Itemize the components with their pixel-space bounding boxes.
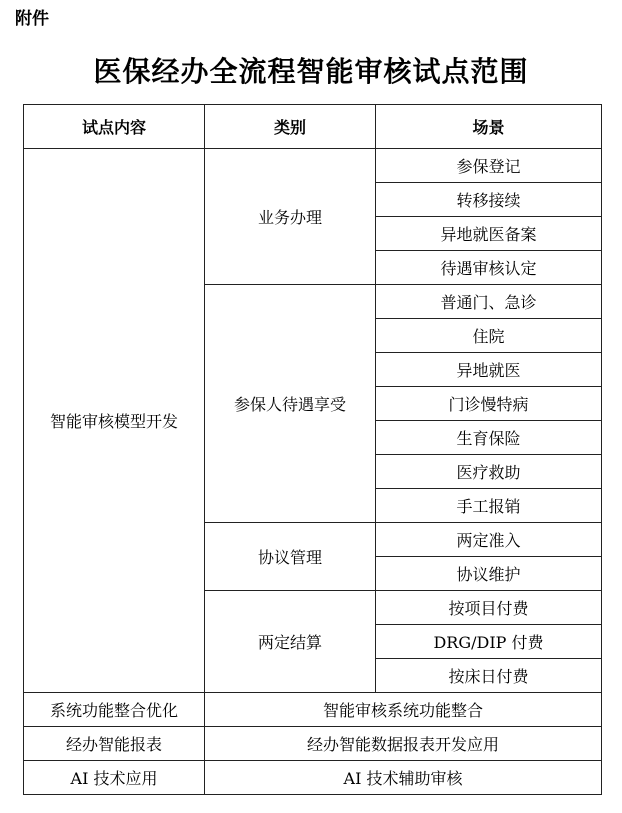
content-cell: 经办智能报表 bbox=[24, 727, 205, 761]
content-cell: 智能审核模型开发 bbox=[24, 149, 205, 693]
scene-cell: 异地就医备案 bbox=[376, 217, 602, 251]
category-cell: 参保人待遇享受 bbox=[205, 285, 376, 523]
category-cell: 两定结算 bbox=[205, 591, 376, 693]
scene-cell: DRG/DIP 付费 bbox=[376, 625, 602, 659]
content-cell: AI 技术应用 bbox=[24, 761, 205, 795]
category-cell: 协议管理 bbox=[205, 523, 376, 591]
scene-cell: 普通门、急诊 bbox=[376, 285, 602, 319]
scene-cell: 待遇审核认定 bbox=[376, 251, 602, 285]
scene-cell: 手工报销 bbox=[376, 489, 602, 523]
header-content: 试点内容 bbox=[24, 105, 205, 149]
document-title: 医保经办全流程智能审核试点范围 bbox=[93, 55, 529, 88]
scene-cell: 住院 bbox=[376, 319, 602, 353]
scene-cell: 经办智能数据报表开发应用 bbox=[205, 727, 602, 761]
scene-cell: 转移接续 bbox=[376, 183, 602, 217]
scene-cell: 智能审核系统功能整合 bbox=[205, 693, 602, 727]
scene-cell: 门诊慢特病 bbox=[376, 387, 602, 421]
header-scene: 场景 bbox=[376, 105, 602, 149]
scene-cell: 生育保险 bbox=[376, 421, 602, 455]
scene-cell: 协议维护 bbox=[376, 557, 602, 591]
scene-cell: 两定准入 bbox=[376, 523, 602, 557]
header-category: 类别 bbox=[205, 105, 376, 149]
content-cell: 系统功能整合优化 bbox=[24, 693, 205, 727]
scene-cell: 按项目付费 bbox=[376, 591, 602, 625]
scene-cell: 异地就医 bbox=[376, 353, 602, 387]
scene-cell: AI 技术辅助审核 bbox=[205, 761, 602, 795]
scene-cell: 参保登记 bbox=[376, 149, 602, 183]
scene-cell: 按床日付费 bbox=[376, 659, 602, 693]
pilot-scope-table bbox=[23, 104, 602, 795]
scene-cell: 医疗救助 bbox=[376, 455, 602, 489]
attachment-label: 附件 bbox=[15, 9, 49, 29]
category-cell: 业务办理 bbox=[205, 149, 376, 285]
